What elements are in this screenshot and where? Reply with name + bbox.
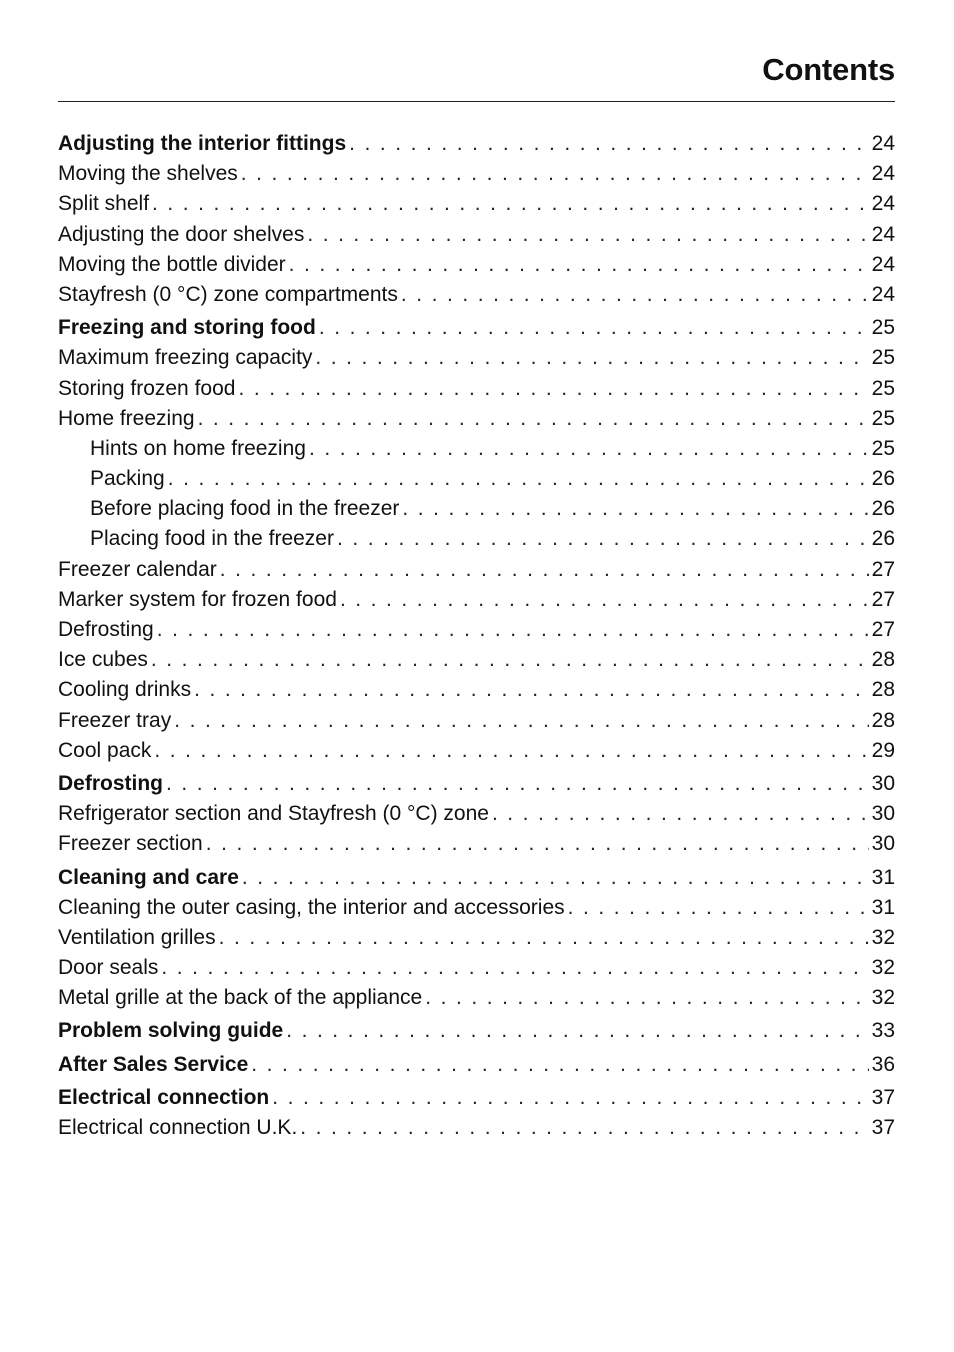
toc-page-number: 30 — [871, 832, 895, 856]
toc-entry-label: Cleaning the outer casing, the interior and accessories — [58, 895, 565, 919]
toc-page-number: 26 — [871, 467, 895, 491]
dot-leader — [315, 343, 868, 373]
dot-leader — [319, 313, 869, 343]
toc-section-entry[interactable] — [58, 863, 895, 893]
toc-entry-label: Home freezing — [58, 406, 195, 430]
toc-page-number: 24 — [871, 282, 895, 306]
toc-entry[interactable] — [58, 953, 895, 983]
toc-entry-label: Placing food in the freezer — [90, 527, 334, 551]
toc-entry[interactable] — [58, 280, 895, 310]
toc-entry[interactable] — [58, 250, 895, 280]
dot-leader — [402, 494, 868, 524]
toc-entry-label: Maximum freezing capacity — [58, 346, 313, 370]
toc-entry[interactable] — [58, 404, 895, 434]
toc-section-entry[interactable] — [58, 1083, 895, 1113]
toc-entry[interactable] — [58, 343, 895, 373]
toc-entry-label: Split shelf — [58, 192, 150, 216]
toc-entry-label: Defrosting — [58, 771, 163, 795]
toc-entry-label: Storing frozen food — [58, 376, 236, 400]
toc-page-number: 30 — [871, 802, 895, 826]
dot-leader — [166, 769, 869, 799]
toc-page-number: 24 — [871, 162, 895, 186]
toc-entry-label: Adjusting the door shelves — [58, 222, 305, 246]
page-title: Contents — [762, 52, 895, 87]
toc-page-number: 28 — [871, 648, 895, 672]
toc-entry-label: Ventilation grilles — [58, 925, 216, 949]
toc-page-number: 25 — [871, 346, 895, 370]
toc-page-number: 29 — [871, 738, 895, 762]
toc-page-number: 32 — [871, 956, 895, 980]
toc-page-number: 32 — [871, 986, 895, 1010]
toc-entry-label: Electrical connection — [58, 1085, 270, 1109]
toc-entry-label: Defrosting — [58, 618, 154, 641]
toc-page-number: 25 — [871, 376, 895, 400]
toc-entry[interactable] — [58, 159, 895, 189]
toc-page-number: 28 — [871, 678, 895, 702]
toc-page-number: 30 — [871, 771, 895, 795]
toc-entry-label: Cleaning and care — [58, 865, 239, 889]
toc-entry[interactable] — [58, 983, 895, 1013]
toc-entry-label: Electrical connection U.K. — [58, 1116, 298, 1139]
toc-entry[interactable] — [58, 220, 895, 250]
toc-entry[interactable] — [58, 615, 895, 645]
toc-entry-label: Problem solving guide — [58, 1019, 284, 1043]
toc-page-number: 37 — [871, 1116, 895, 1139]
toc-entry-label: Refrigerator section and Stayfresh (0 °C) zone — [58, 802, 489, 826]
dot-leader — [238, 374, 868, 404]
toc-entry[interactable] — [58, 189, 895, 219]
toc-sub-entry[interactable] — [58, 434, 895, 464]
dot-leader — [194, 675, 869, 705]
toc-page-number: 25 — [871, 436, 895, 460]
toc-entry-label: Before placing food in the freezer — [90, 497, 400, 521]
toc-page-number: 27 — [871, 618, 895, 641]
dot-leader — [152, 189, 869, 219]
toc-page-number: 36 — [871, 1052, 895, 1076]
toc-page-number: 33 — [871, 1019, 895, 1043]
toc-entry[interactable] — [58, 923, 895, 953]
dot-leader — [289, 250, 869, 280]
dot-leader — [168, 464, 869, 494]
toc-entry-label: Moving the bottle divider — [58, 252, 286, 276]
toc-page-number: 25 — [871, 316, 895, 340]
toc-page-number: 27 — [871, 587, 895, 611]
toc-entry[interactable] — [58, 829, 895, 859]
toc-entry[interactable] — [58, 706, 895, 736]
toc-entry-label: Freezer calendar — [58, 557, 217, 581]
toc-page-number: 25 — [871, 406, 895, 430]
toc-page-number: 28 — [871, 708, 895, 732]
toc-entry-label: Door seals — [58, 956, 159, 980]
dot-leader — [251, 1050, 868, 1080]
toc-entry-label: Freezing and storing food — [58, 316, 316, 340]
dot-leader — [492, 799, 869, 829]
toc-entry-label: Metal grille at the back of the appliance — [58, 986, 423, 1010]
toc-section-entry[interactable] — [58, 1016, 895, 1046]
toc-entry-label: After Sales Service — [58, 1052, 249, 1076]
dot-leader — [219, 923, 869, 953]
toc-sub-entry[interactable] — [58, 494, 895, 524]
dot-leader — [568, 893, 869, 923]
dot-leader — [242, 863, 869, 893]
toc-page-number: 37 — [871, 1085, 895, 1109]
dot-leader — [307, 220, 868, 250]
toc-entry[interactable] — [58, 645, 895, 675]
toc-page-number: 26 — [871, 497, 895, 521]
dot-leader — [286, 1016, 868, 1046]
dot-leader — [161, 953, 868, 983]
toc-entry-label: Hints on home freezing — [90, 436, 306, 460]
toc-entry-label: Adjusting the interior fittings — [58, 132, 347, 155]
dot-leader — [272, 1083, 868, 1113]
dot-leader — [241, 159, 869, 189]
toc-sub-entry[interactable] — [58, 524, 895, 554]
toc-page-number: 24 — [871, 192, 895, 216]
toc-page-number: 32 — [871, 925, 895, 949]
toc-section-entry[interactable] — [58, 313, 895, 343]
toc-page-number: 24 — [871, 252, 895, 276]
toc-entry[interactable] — [58, 893, 895, 923]
toc-entry-label: Moving the shelves — [58, 162, 238, 186]
toc-entry-label: Ice cubes — [58, 648, 148, 672]
toc-entry-label: Freezer section — [58, 832, 203, 856]
dot-leader — [206, 829, 869, 859]
dot-leader — [151, 645, 869, 675]
toc-entry[interactable] — [58, 585, 895, 615]
toc-entry-label: Stayfresh (0 °C) zone compartments — [58, 282, 398, 306]
dot-leader — [425, 983, 868, 1013]
toc-entry[interactable] — [58, 374, 895, 404]
toc-section-entry[interactable] — [58, 1050, 895, 1080]
dot-leader — [401, 280, 869, 310]
dot-leader — [154, 736, 868, 766]
dot-leader — [300, 1113, 868, 1143]
toc-page-number: 24 — [871, 222, 895, 246]
toc-entry[interactable] — [58, 675, 895, 705]
toc-section-entry[interactable] — [58, 129, 895, 159]
toc-page-number: 31 — [871, 895, 895, 919]
dot-leader — [198, 404, 869, 434]
toc-page-number: 26 — [871, 527, 895, 551]
toc-section-entry[interactable] — [58, 769, 895, 799]
toc-entry[interactable] — [58, 736, 895, 766]
dot-leader — [309, 434, 869, 464]
toc-page-number: 27 — [871, 557, 895, 581]
toc-entry[interactable] — [58, 799, 895, 829]
toc-sub-entry[interactable] — [58, 464, 895, 494]
dot-leader — [220, 555, 869, 585]
page-header — [58, 48, 895, 102]
table-of-contents — [58, 129, 895, 1143]
toc-page-number: 24 — [871, 132, 895, 155]
toc-entry-label: Marker system for frozen food — [58, 587, 337, 611]
toc-entry[interactable] — [58, 555, 895, 585]
toc-page-number: 31 — [871, 865, 895, 889]
toc-entry[interactable] — [58, 1113, 895, 1143]
dot-leader — [337, 524, 869, 554]
dot-leader — [157, 615, 869, 645]
toc-entry-label: Cool pack — [58, 738, 152, 762]
toc-entry-label: Cooling drinks — [58, 678, 192, 702]
dot-leader — [174, 706, 868, 736]
toc-entry-label: Freezer tray — [58, 708, 172, 732]
dot-leader — [340, 585, 869, 615]
toc-entry-label: Packing — [90, 467, 165, 491]
dot-leader — [349, 129, 868, 159]
